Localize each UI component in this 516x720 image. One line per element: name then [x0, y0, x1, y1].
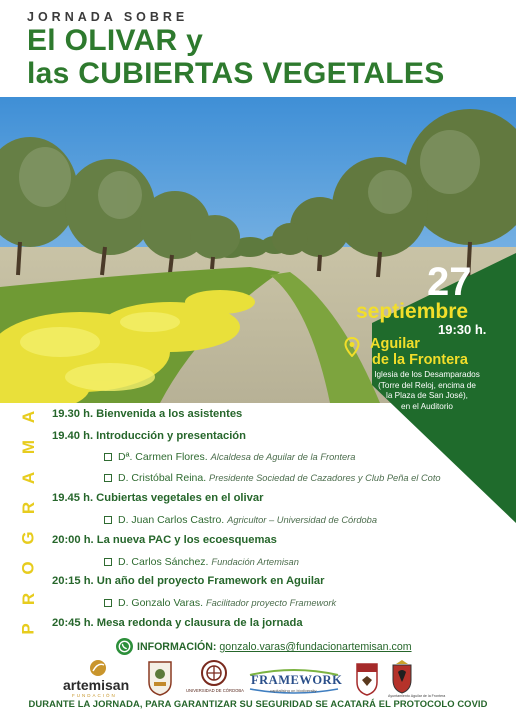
event-time: 19:30 h. — [438, 322, 487, 337]
event-kicker: JORNADA SOBRE — [27, 10, 189, 24]
framework-wordmark: FRAMEWORK — [251, 673, 343, 687]
speaker-role: Facilitador proyecto Framework — [205, 598, 337, 608]
programa-letter: R — [19, 592, 38, 605]
bullet-box-icon — [104, 599, 112, 607]
pena-el-coto-crest-icon — [355, 662, 379, 696]
speaker-name: D. Juan Carlos Castro. — [118, 514, 225, 526]
programa-letter: G — [18, 531, 38, 545]
event-place-line-1: Aguilar — [370, 336, 420, 352]
bullet-box-icon — [104, 474, 112, 482]
university-cordoba-label: UNIVERSIDAD DE CÓRDOBA — [186, 688, 244, 693]
venue-line: en el Auditorio — [401, 401, 453, 411]
program-item: 20:00 h. La nueva PAC y los ecoesquemas — [52, 534, 277, 546]
program-speaker — [104, 514, 377, 526]
speaker-name: D. Cristóbal Reina. — [118, 472, 207, 484]
event-place-line-2: de la Frontera — [372, 352, 468, 368]
program-speaker — [104, 472, 441, 484]
whatsapp-icon — [116, 638, 133, 655]
ayuntamiento-coat-of-arms-icon — [390, 660, 414, 694]
artemisan-logo — [63, 659, 133, 699]
program-item: 19.30 h. Bienvenida a los asistentes — [52, 408, 243, 420]
speaker-role: Alcaldesa de Aguilar de la Frontera — [210, 452, 356, 462]
covid-footer-notice: DURANTE LA JORNADA, PARA GARANTIZAR SU SEGURIDAD SE ACATARÁ EL PROTOCOLO COVID — [28, 698, 488, 709]
location-pin-icon — [344, 337, 360, 357]
program-item: 19.40 h. Introducción y presentación — [52, 430, 246, 442]
speaker-role: Agricultor – Universidad de Córdoba — [227, 515, 378, 525]
program-item: 19.45 h. Cubiertas vegetales en el olivar — [52, 492, 264, 504]
bullet-box-icon — [104, 558, 112, 566]
speaker-name: D. Carlos Sánchez. — [118, 556, 209, 568]
venue-line: (Torre del Reloj, encima de — [378, 380, 476, 390]
title-line-1: El OLIVAR y — [27, 24, 204, 57]
event-venue — [366, 370, 488, 412]
programa-letter: A — [19, 410, 38, 424]
info-line — [116, 638, 412, 655]
ayuntamiento-label: Ayuntamiento Aguilar de la Frontera — [388, 694, 446, 698]
programa-letter: A — [19, 471, 38, 484]
event-day: 27 — [427, 260, 472, 304]
program-speaker — [104, 556, 299, 568]
programa-letter: O — [18, 561, 38, 576]
title-line-2: las CUBIERTAS VEGETALES — [27, 57, 445, 90]
bullet-box-icon — [104, 453, 112, 461]
event-month: septiembre — [356, 300, 469, 323]
university-cordoba-seal-icon — [199, 659, 229, 687]
info-email-link[interactable]: gonzalo.varas@fundacionartemisan.com — [219, 641, 412, 653]
hunters-club-crest-icon — [147, 660, 173, 696]
programa-letter: M — [18, 440, 38, 455]
speaker-role: Presidente Sociedad de Cazadores y Club Peña el Coto — [209, 473, 441, 483]
artemisan-sub: FUNDACIÓN — [72, 693, 117, 698]
program-speaker — [104, 597, 336, 609]
programa-letter: R — [19, 501, 38, 514]
artemisan-emblem-icon — [83, 659, 113, 677]
framework-tagline: capitalising on biodiversity — [270, 688, 317, 693]
program-item: 20:45 h. Mesa redonda y clausura de la jornada — [52, 617, 303, 629]
programa-letter: P — [19, 623, 38, 635]
bullet-box-icon — [104, 516, 112, 524]
info-label: INFORMACIÓN: — [137, 641, 217, 653]
speaker-role: Fundación Artemisan — [211, 557, 299, 567]
venue-line: Iglesia de los Desamparados — [374, 370, 480, 379]
program-item: 20:15 h. Un año del proyecto Framework en Aguilar — [52, 575, 325, 587]
artemisan-wordmark: artemisan — [63, 677, 130, 693]
speaker-name: Dª. Carmen Flores. — [118, 451, 208, 463]
program-speaker — [104, 451, 355, 463]
speaker-name: D. Gonzalo Varas. — [118, 597, 204, 609]
programa-vertical-label — [18, 408, 40, 638]
venue-line: la Plaza de San José), — [386, 391, 468, 400]
